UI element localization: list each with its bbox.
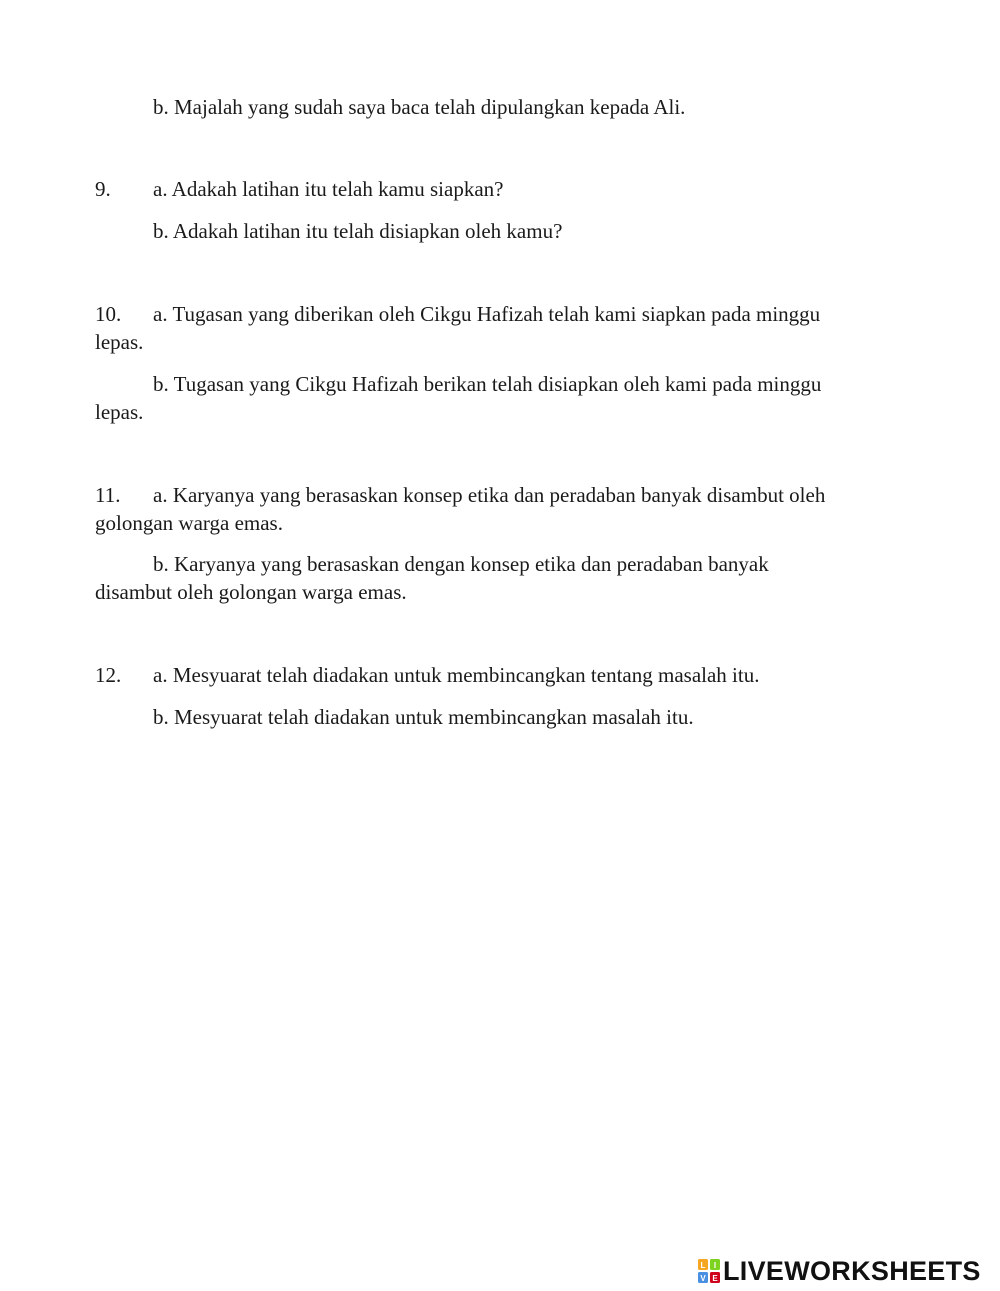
item-10-number: 10. bbox=[95, 302, 122, 326]
item-8-option-b: b. Majalah yang sudah saya baca telah dipulangkan kepada Ali. bbox=[153, 95, 686, 119]
liveworksheets-wordmark: LIVEWORKSHEETS bbox=[723, 1256, 981, 1286]
item-9-option-a: a. Adakah latihan itu telah kamu siapkan? bbox=[153, 177, 504, 201]
liveworksheets-logo-icon bbox=[698, 1259, 720, 1283]
item-10-option-a-line2: lepas. bbox=[95, 330, 144, 354]
item-11-option-b-line2: disambut oleh golongan warga emas. bbox=[95, 580, 407, 604]
item-10-option-b-line2: lepas. bbox=[95, 400, 144, 424]
logo-letter-l: L bbox=[700, 1261, 706, 1270]
logo-letter-i: I bbox=[713, 1261, 717, 1270]
item-9-number: 9. bbox=[95, 177, 111, 201]
item-10-option-b-line1: b. Tugasan yang Cikgu Hafizah berikan telah disiapkan oleh kami pada minggu bbox=[153, 372, 822, 396]
item-11-option-b-line1: b. Karyanya yang berasaskan dengan konsep etika dan peradaban banyak bbox=[153, 552, 769, 576]
logo-letter-v: V bbox=[700, 1274, 706, 1283]
item-12-number: 12. bbox=[95, 663, 122, 687]
item-10-option-a-line1: a. Tugasan yang diberikan oleh Cikgu Hafizah telah kami siapkan pada minggu bbox=[153, 302, 821, 326]
item-12-option-a: a. Mesyuarat telah diadakan untuk membincangkan tentang masalah itu. bbox=[153, 663, 760, 687]
logo-letter-e: E bbox=[712, 1274, 718, 1283]
item-12-option-b: b. Mesyuarat telah diadakan untuk membincangkan masalah itu. bbox=[153, 705, 694, 729]
item-11-number: 11. bbox=[95, 483, 121, 507]
item-11-option-a-line1: a. Karyanya yang berasaskan konsep etika dan peradaban banyak disambut oleh bbox=[153, 483, 826, 507]
item-9-option-b: b. Adakah latihan itu telah disiapkan oleh kamu? bbox=[153, 219, 563, 243]
item-11-option-a-line2: golongan warga emas. bbox=[95, 511, 283, 535]
liveworksheets-watermark bbox=[698, 1256, 981, 1286]
